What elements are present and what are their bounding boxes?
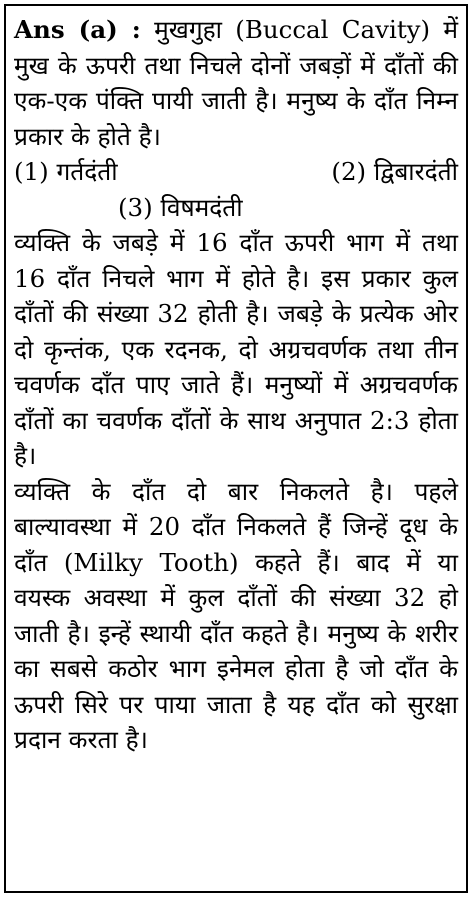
answer-intro-text: मुखगुहा (Buccal Cavity) में मुख के ऊपरी तथा निचले दोनों जबड़ों में दाँतों की एक-एक पंक्ति पायी जाती है। मनुष्य के दाँत निम्न प्रकार के होते है। — [14, 15, 459, 151]
teeth-type-2: (2) द्विबारदंती — [331, 157, 458, 186]
teeth-types-row — [14, 154, 458, 190]
answer-label: Ans (a) : — [14, 15, 141, 44]
teeth-type-1: (1) गर्तदंती — [14, 157, 118, 186]
teeth-eruption-paragraph: व्यक्ति के दाँत दो बार निकलते है। पहले बाल्यावस्था में 20 दाँत निकलते हैं जिन्हें दूध के दाँत (Milky Tooth) कहते हैं। बाद में या वयस्क अवस्था में कुल दाँतों की संख्या 32 हो जाती है। इन्हें स्थायी दाँत कहते है। मनुष्य के शरीर का सबसे कठोर भाग इनेमल होता है जो दाँत के ऊपरी सिरे पर पाया जाता है यह दाँत को सुरक्षा प्रदान करता है। — [14, 476, 458, 754]
answer-intro-paragraph — [14, 12, 458, 154]
teeth-count-paragraph: व्यक्ति के जबड़े में 16 दाँत ऊपरी भाग में तथा 16 दाँत निचले भाग में होते है। इस प्रकार कुल दाँतों की संख्या 32 होती है। जबड़े के प्रत्येक ओर दो कृन्तंक, एक रदनक, दो अग्रचवर्णक तथा तीन चवर्णक दाँत पाए जाते हैं। मनुष्यों में अग्रचवर्णक दाँतों का चवर्णक दाँतों के साथ अनुपात 2:3 होता है। — [14, 228, 458, 470]
teeth-type-3: (3) विषमदंती — [118, 192, 243, 222]
teeth-types-row-2 — [14, 190, 458, 226]
answer-box — [4, 4, 468, 893]
